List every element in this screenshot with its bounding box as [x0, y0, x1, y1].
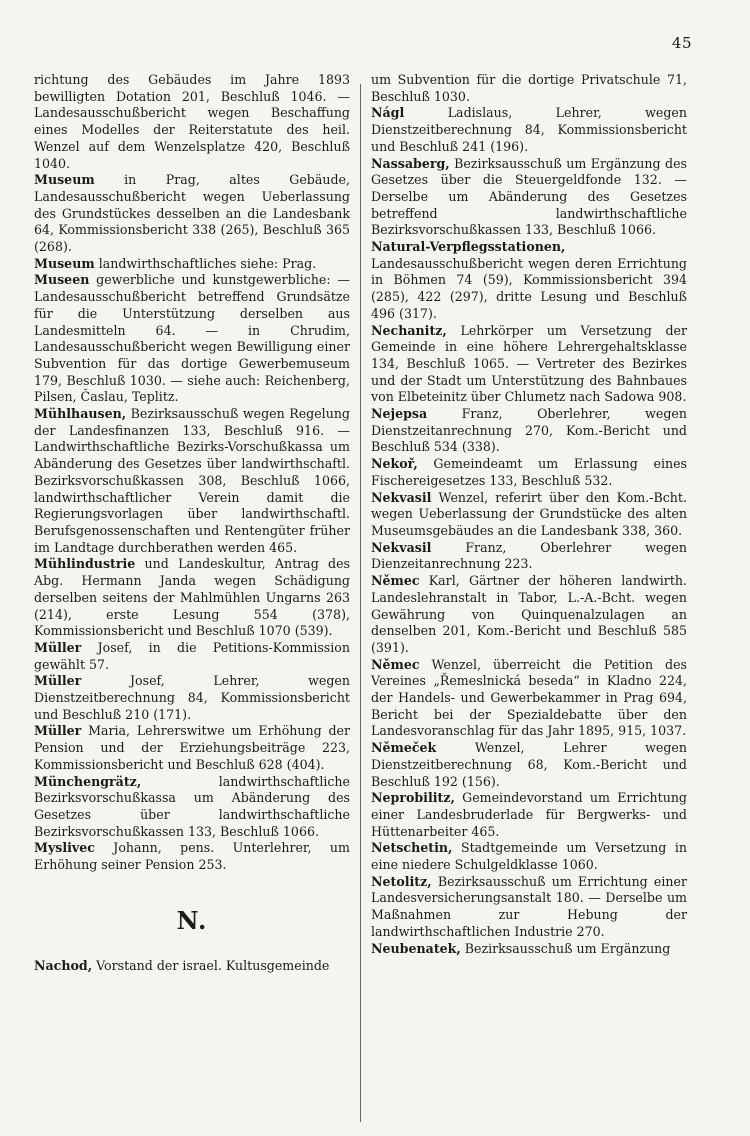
index-entry	[371, 840, 687, 873]
entry-text: Josef, Lehrer, wegen Dienstzeitberechnung 84, Kommissionsbericht und Beschluß 210 (171).	[34, 673, 350, 722]
page-number: 45	[671, 34, 692, 52]
entry-text: Wenzel, überreicht die Petition des Vereines „Řemeslnická beseda“ in Kladno 224, der Handels- und Gewerbekammer in Prag 694, Bericht bei der Spezialdebatte über den Landesvoranschlag für das Jahr 1895, 915, 1037.	[371, 656, 687, 739]
index-entry	[34, 272, 350, 406]
entry-text: Maria, Lehrerswitwe um Erhöhung der Pension und der Erziehungsbeiträge 223, Kommissionsbericht und Beschluß 628 (404).	[34, 723, 350, 772]
entry-text: landwirthschaftliche Bezirksvorschußkassa um Abänderung des Gesetzes über landwirthschaftliche Bezirksvorschußkassen 133, Beschluß 1066.	[34, 773, 350, 839]
entry-text: Karl, Gärtner der höheren landwirth. Landeslehranstalt in Tabor, L.-A.-Bcht. wegen Gewährung von Quinquenalzulagen an denselben 201, Kom.-Bericht und Beschluß 585 (391).	[371, 573, 687, 655]
index-entry	[371, 790, 687, 840]
index-entry	[34, 774, 350, 841]
right-entries	[371, 72, 687, 957]
entry-text: Vorstand der israel. Kultusgemeinde	[92, 957, 330, 973]
index-entry	[34, 556, 350, 640]
index-entry	[371, 239, 687, 323]
left-column	[34, 72, 358, 1122]
left-entries	[34, 72, 350, 874]
index-columns	[34, 72, 700, 1122]
entry-text: Franz, Oberlehrer wegen Dienzeitanrechnung 223.	[371, 539, 687, 572]
entry-text: Johann, pens. Unterlehrer, um Erhöhung seiner Pension 253.	[34, 840, 350, 873]
entry-text: Landesausschußbericht wegen deren Errichtung in Böhmen 74 (59), Kommissionsbericht 394 (285), 422 (297), dritte Lesung und Beschluß 496 (317).	[371, 255, 687, 321]
index-entry	[34, 958, 350, 975]
right-column	[363, 72, 687, 1122]
entry-text: Gemeindevorstand um Errichtung einer Landesbruderlade für Bergwerks- und Hüttenarbeiter 465.	[371, 790, 687, 839]
entry-headword: Müller	[34, 639, 82, 655]
entry-headword: Müller	[34, 723, 82, 739]
index-entry	[34, 406, 350, 556]
entry-headword: Myslivec	[34, 840, 95, 856]
entry-text: Bezirksausschuß um Ergänzung des Gesetzes über die Steuergeldfonde 132. — Derselbe um Abänderung des Gesetzes betreffend landwirthschaftliche Bezirksvorschußkassen 133, Beschluß 1066.	[371, 155, 687, 238]
entry-headword: Nassaberg,	[371, 155, 450, 171]
index-entry	[371, 456, 687, 489]
entry-text: Bezirksausschuß um Errichtung einer Landesversicherungsanstalt 180. — Derselbe um Maßnahmen zur Hebung der landwirthschaftlichen Industrie 270.	[371, 873, 687, 939]
entry-headword: Mühlhausen,	[34, 406, 127, 422]
entry-text: Ladislaus, Lehrer, wegen Dienstzeitberechnung 84, Kommissionsbericht und Beschluß 241 (196).	[371, 105, 687, 154]
index-entry	[371, 323, 687, 407]
entry-text: Wenzel, Lehrer wegen Dienstzeitberechnung 68, Kom.-Bericht und Beschluß 192 (156).	[371, 740, 687, 789]
entry-text: um Subvention für die dortige Privatschule 71, Beschluß 1030.	[371, 72, 687, 104]
index-entry	[34, 172, 350, 256]
entry-text: richtung des Gebäudes im Jahre 1893 bewilligten Dotation 201, Beschluß 1046. — Landesausschußbericht wegen Beschaffung eines Modelles der Reiterstatute des heil. Wenzel auf dem Wenzelsplatze 420, Beschluß 1040.	[34, 72, 350, 171]
index-entry	[371, 874, 687, 941]
column-divider	[360, 84, 361, 1122]
entry-headword: Museen	[34, 272, 90, 288]
index-entry	[371, 105, 687, 155]
entry-text: Franz, Oberlehrer, wegen Dienstzeitanrechnung 270, Kom.-Bericht und Beschluß 534 (338).	[371, 406, 687, 455]
entry-headword: Němeček	[371, 740, 437, 756]
index-entry	[371, 490, 687, 540]
index-entry	[34, 640, 350, 673]
entry-text: landwirthschaftliches siehe: Prag.	[94, 255, 317, 271]
entry-headword: Münchengrätz,	[34, 773, 142, 789]
entry-headword: Neubenatek,	[371, 940, 461, 956]
entry-headword: Museum	[34, 172, 95, 188]
entry-text: Josef, in die Petitions-Kommission gewählt 57.	[34, 639, 350, 672]
index-entry	[34, 673, 350, 723]
entry-headword: Neprobilitz,	[371, 790, 455, 806]
index-entry	[371, 540, 687, 573]
entry-headword: Natural-Verpflegsstationen,	[371, 239, 566, 255]
entry-text: und Landeskultur, Antrag des Abg. Hermann Janda wegen Schädigung derselben seitens der Mahlmühlen Ungarns 263 (214), erste Lesung 554 (378), Kommissionsbericht und Beschluß 1070 (539).	[34, 556, 350, 639]
entry-text: Lehrkörper um Versetzung der Gemeinde in eine höhere Lehrergehaltsklasse 134, Beschluß 1065. — Vertreter des Bezirkes und der Stadt um Unterstützung des Bahnbaues von Elbeteinitz über Chlumetz nach Sadowa 908.	[371, 322, 687, 405]
index-entry	[371, 72, 687, 105]
entry-headword: Nejepsa	[371, 406, 428, 422]
index-entry	[34, 840, 350, 873]
index-entry	[371, 740, 687, 790]
entry-headword: Müller	[34, 673, 82, 689]
entry-headword: Nachod,	[34, 957, 93, 973]
entry-headword: Nekoř,	[371, 456, 418, 472]
entry-text: gewerbliche und kunstgewerbliche: — Landesausschußbericht betreffend Grundsätze für die Unterstützung derselben aus Landesmitteln 64. — in Chrudim, Landesausschußbericht wegen Bewilligung einer Subvention für das dortige Gewerbemuseum 179, Beschluß 1030. — siehe auch: Reichenberg, Pilsen, Časlau, Teplitz.	[34, 272, 350, 405]
index-entry	[371, 573, 687, 657]
entry-headword: Němec	[371, 656, 420, 672]
entry-text: Bezirksausschuß wegen Regelung der Landesfinanzen 133, Beschluß 916. — Landwirthschaftliche Bezirks-Vorschußkassa um Abänderung des Gesetzes über landwirthschaftl. Bezirksvorschußkassen 308, Beschluß 1066, landwirthschaftlicher Verein damit die Regierungsvorlagen über landwirthschaftl. Berufsgenossenschaften und Rentengüter früher im Landtage durchberathen werden 465.	[34, 406, 350, 555]
entry-text: Gemeindeamt um Erlassung eines Fischereigesetzes 133, Beschluß 532.	[371, 456, 687, 488]
entry-headword: Nechanitz,	[371, 322, 447, 338]
index-entry	[34, 72, 350, 172]
index-entry	[34, 723, 350, 773]
index-entry	[371, 657, 687, 741]
entry-headword: Nekvasil	[371, 539, 432, 555]
index-entry	[371, 156, 687, 240]
entry-headword: Mühlindustrie	[34, 556, 136, 572]
entry-text: Wenzel, referirt über den Kom.-Bcht. wegen Ueberlassung der Grundstücke des alten Museumsgebäudes an die Landesbank 338, 360.	[371, 489, 687, 538]
entry-headword: Netschetin,	[371, 840, 453, 856]
section-heading: N.	[176, 905, 208, 935]
entry-headword: Nágl	[371, 105, 405, 121]
left-after-section	[34, 958, 350, 975]
index-entry	[371, 406, 687, 456]
index-entry	[34, 256, 350, 273]
entry-text: Stadtgemeinde um Versetzung in eine niedere Schulgeldklasse 1060.	[371, 840, 687, 873]
entry-headword: Museum	[34, 255, 95, 271]
entry-headword: Nekvasil	[371, 489, 432, 505]
entry-headword: Netolitz,	[371, 873, 432, 889]
entry-text: Bezirksausschuß um Ergänzung	[460, 940, 671, 956]
entry-text: in Prag, altes Gebäude, Landesausschußbericht wegen Ueberlassung des Grundstückes desselben an die Landesbank 64, Kommissionsbericht 338 (265), Beschluß 365 (268).	[34, 172, 350, 255]
entry-headword: Němec	[371, 573, 420, 589]
index-entry	[371, 941, 687, 958]
